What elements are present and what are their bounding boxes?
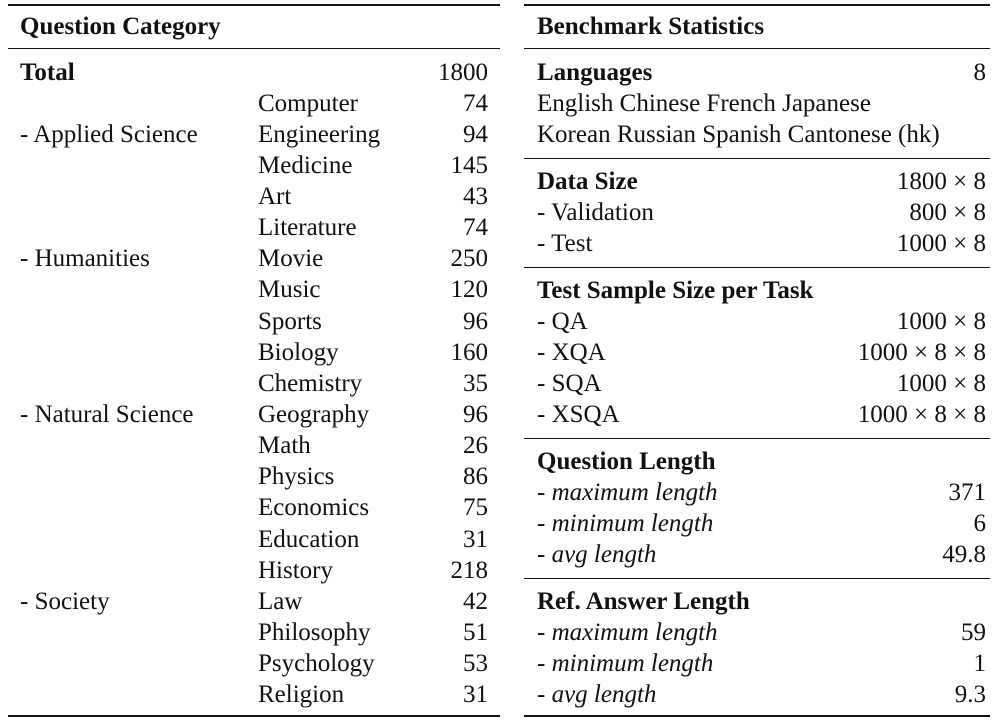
category-name: Art: [258, 183, 292, 210]
top-rule: [524, 4, 990, 6]
category-count: 96: [463, 308, 488, 335]
section-rule: [524, 267, 990, 268]
stat-label: - XSQA: [537, 401, 620, 428]
category-count: 43: [463, 183, 488, 210]
category-name: Medicine: [258, 152, 353, 179]
category-name: Movie: [258, 245, 324, 272]
stat-label: - SQA: [537, 370, 602, 397]
category-count: 31: [463, 526, 488, 553]
stat-label: - avg length: [537, 681, 657, 708]
left-table-header: Question Category: [20, 13, 221, 40]
category-name: Engineering: [258, 121, 381, 148]
category-count: 42: [463, 588, 488, 615]
category-count: 120: [450, 276, 488, 303]
category-count: 74: [463, 214, 488, 241]
category-count: 86: [463, 463, 488, 490]
category-name: Education: [258, 526, 360, 553]
stat-label: - Test: [537, 230, 593, 257]
category-name: Law: [258, 588, 303, 615]
category-name: Literature: [258, 214, 357, 241]
question-length-label: Question Length: [537, 448, 716, 475]
group-label: - Applied Science: [20, 121, 198, 148]
data-size-label: Data Size: [537, 168, 638, 195]
category-name: Economics: [258, 494, 370, 521]
category-count: 160: [450, 339, 488, 366]
stat-label: - maximum length: [537, 619, 718, 646]
test-sample-label: Test Sample Size per Task: [537, 277, 814, 304]
stat-label: - Validation: [537, 199, 654, 226]
stat-value: 1000 × 8: [896, 308, 986, 335]
category-count: 26: [463, 432, 488, 459]
category-name: Physics: [258, 463, 335, 490]
category-name: Math: [258, 432, 311, 459]
category-name: Computer: [258, 90, 358, 117]
category-name: Music: [258, 276, 321, 303]
category-count: 94: [463, 121, 488, 148]
category-name: Psychology: [258, 650, 375, 677]
languages-count: 8: [973, 59, 986, 86]
answer-length-label: Ref. Answer Length: [537, 588, 750, 615]
stat-label: - minimum length: [537, 650, 714, 677]
languages-list: English Chinese French Japanese: [537, 90, 871, 117]
category-count: 250: [450, 245, 488, 272]
stat-value: 1: [973, 650, 986, 677]
stat-value: 59: [961, 619, 986, 646]
category-count: 74: [463, 90, 488, 117]
stat-value: 6: [973, 510, 986, 537]
category-name: Sports: [258, 308, 322, 335]
header-rule: [8, 48, 500, 49]
category-count: 35: [463, 370, 488, 397]
category-name: Chemistry: [258, 370, 363, 397]
section-rule: [524, 578, 990, 579]
stat-label: - QA: [537, 308, 588, 335]
stat-label: - maximum length: [537, 479, 718, 506]
header-rule: [524, 48, 990, 49]
group-label: - Humanities: [20, 245, 150, 272]
category-name: Geography: [258, 401, 370, 428]
stat-value: 9.3: [954, 681, 986, 708]
languages-list: Korean Russian Spanish Cantonese (hk): [537, 121, 940, 148]
group-label: - Society: [20, 588, 110, 615]
stat-value: 371: [948, 479, 986, 506]
total-label: Total: [20, 59, 75, 86]
section-rule: [524, 158, 990, 159]
stat-label: - XQA: [537, 339, 606, 366]
right-table-header: Benchmark Statistics: [537, 13, 765, 40]
languages-label: Languages: [537, 59, 653, 86]
top-rule: [8, 4, 500, 6]
group-label: - Natural Science: [20, 401, 194, 428]
section-rule: [524, 438, 990, 439]
stat-value: 1000 × 8 × 8: [857, 401, 986, 428]
category-count: 31: [463, 681, 488, 708]
stat-value: 1000 × 8: [896, 370, 986, 397]
bottom-rule: [524, 715, 990, 717]
stat-value: 1000 × 8 × 8: [857, 339, 986, 366]
stat-value: 49.8: [942, 541, 986, 568]
data-size-value: 1800 × 8: [896, 168, 986, 195]
stat-value: 800 × 8: [909, 199, 986, 226]
category-count: 53: [463, 650, 488, 677]
stat-value: 1000 × 8: [896, 230, 986, 257]
stat-label: - avg length: [537, 541, 657, 568]
category-name: Biology: [258, 339, 339, 366]
bottom-rule: [8, 715, 500, 717]
stat-label: - minimum length: [537, 510, 714, 537]
category-count: 145: [450, 152, 488, 179]
category-count: 75: [463, 494, 488, 521]
category-count: 51: [463, 619, 488, 646]
total-count: 1800: [438, 59, 488, 86]
category-count: 96: [463, 401, 488, 428]
category-name: Philosophy: [258, 619, 371, 646]
category-name: History: [258, 557, 333, 584]
category-name: Religion: [258, 681, 345, 708]
category-count: 218: [450, 557, 488, 584]
